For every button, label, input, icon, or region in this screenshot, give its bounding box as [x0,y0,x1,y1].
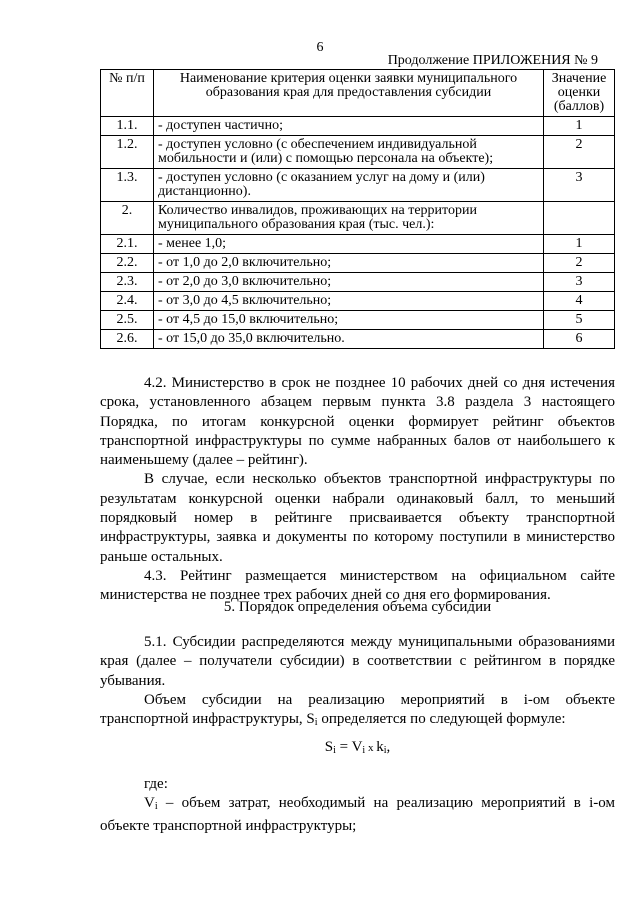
formula-k-sub: i [383,745,387,756]
table-row [101,169,615,202]
row-criterion: - от 4,5 до 15,0 включительно; [154,311,544,330]
table-row [101,117,615,136]
row-score: 1 [544,117,615,136]
row-score: 1 [544,235,615,254]
formula-definitions [100,775,615,836]
table-row [101,311,615,330]
paragraphs-section-4 [100,374,615,606]
row-criterion: - доступен условно (с оказанием услуг на дому и (или) дистанционно). [154,169,544,202]
row-score: 3 [544,273,615,292]
table-row [101,330,615,349]
table-row [101,235,615,254]
row-criterion: - доступен частично; [154,117,544,136]
row-score [544,202,615,235]
row-number: 1.1. [101,117,154,136]
header-score: Значение оценки (баллов) [544,70,615,117]
row-number: 1.3. [101,169,154,202]
row-number: 2.6. [101,330,154,349]
row-score: 4 [544,292,615,311]
table-row [101,136,615,169]
row-criterion: - доступен условно (с обеспечением индивидуальной мобильности и (или) с помощью персонала на объекте); [154,136,544,169]
subsidy-formula [100,739,615,756]
row-criterion: - менее 1,0; [154,235,544,254]
header-criterion: Наименование критерия оценки заявки муниципального образования края для предоставления субсидии [154,70,544,117]
row-criterion: - от 2,0 до 3,0 включительно; [154,273,544,292]
paragraph-4-3: 4.3. Рейтинг размещается министерством на официальном сайте министерства не позднее трех рабочих дней со дня его формирования. [100,567,615,604]
section-5-heading: 5. Порядок определения объема субсидии [223,599,492,615]
subsidy-volume-text: Объем субсидии на реализацию мероприятий в i-ом объекте транспортной инфраструктуры, S [100,691,615,728]
formula-k: k [376,739,384,755]
table-header-row [101,70,615,117]
row-number: 2.3. [101,273,154,292]
v-definition [100,794,615,836]
v-definition-text: – объем затрат, необходимый на реализацию мероприятий в i-ом объекте транспортной инфраструктуры; [100,795,615,834]
formula-s: S [324,739,334,755]
row-number: 2.4. [101,292,154,311]
row-number: 1.2. [101,136,154,169]
subscript-i: i [314,717,318,729]
paragraph-subsidy-volume [100,691,615,733]
row-number: 2. [101,202,154,235]
row-criterion: Количество инвалидов, проживающих на территории муниципального образования края (тыс. чел.): [154,202,544,235]
paragraphs-section-5 [100,633,615,732]
row-number: 2.5. [101,311,154,330]
formula-v-sub: i [362,745,366,756]
formula-end: , [386,739,391,755]
row-score: 5 [544,311,615,330]
row-number: 2.2. [101,254,154,273]
paragraph-4-2: 4.2. Министерство в срок не позднее 10 рабочих дней со дня истечения срока, установленного абзацем первым пункта 3.8 раздела 3 настоящего Порядка, по итогам конкурсной оценки формирует рейтинг объектов транспортной инфраструктуры по сумме набранных балов от наибольшего к наименьшему (далее – рейтинг). [100,375,615,469]
formula-s-sub: i [333,745,336,756]
page-number: 6 [316,40,324,55]
table-row [101,254,615,273]
continuation-label: Продолжение ПРИЛОЖЕНИЯ № 9 [387,53,598,68]
table-row [101,292,615,311]
criteria-table [100,69,615,349]
formula-eq-v: = V [335,739,363,755]
paragraph-tie-break: В случае, если несколько объектов транспортной инфраструктуры по результатам конкурсной оценки набрали одинаковый балл, то меньший порядковый номер в рейтинге присваивается объекту транспортной инфраструктуры, заявка и документы по которому поступили в министерство раньше остальных. [100,471,615,565]
row-score: 2 [544,254,615,273]
formula-times: x [365,742,377,754]
paragraph-5-1: 5.1. Субсидии распределяются между муниципальными образованиями края (далее – получатели субсидии) в соответствии с рейтингом в порядке убывания. [100,634,615,689]
row-number: 2.1. [101,235,154,254]
row-score: 2 [544,136,615,169]
subsidy-volume-text-end: определяется по следующей формуле: [317,711,566,728]
row-criterion: - от 15,0 до 35,0 включительно. [154,330,544,349]
v-sub: i [154,801,158,813]
row-score: 3 [544,169,615,202]
row-criterion: - от 1,0 до 2,0 включительно; [154,254,544,273]
table-row [101,273,615,292]
row-criterion: - от 3,0 до 4,5 включительно; [154,292,544,311]
row-score: 6 [544,330,615,349]
where-label: где: [144,776,168,792]
v-symbol: V [144,795,155,812]
table-row [101,202,615,235]
header-number: № п/п [101,70,154,117]
